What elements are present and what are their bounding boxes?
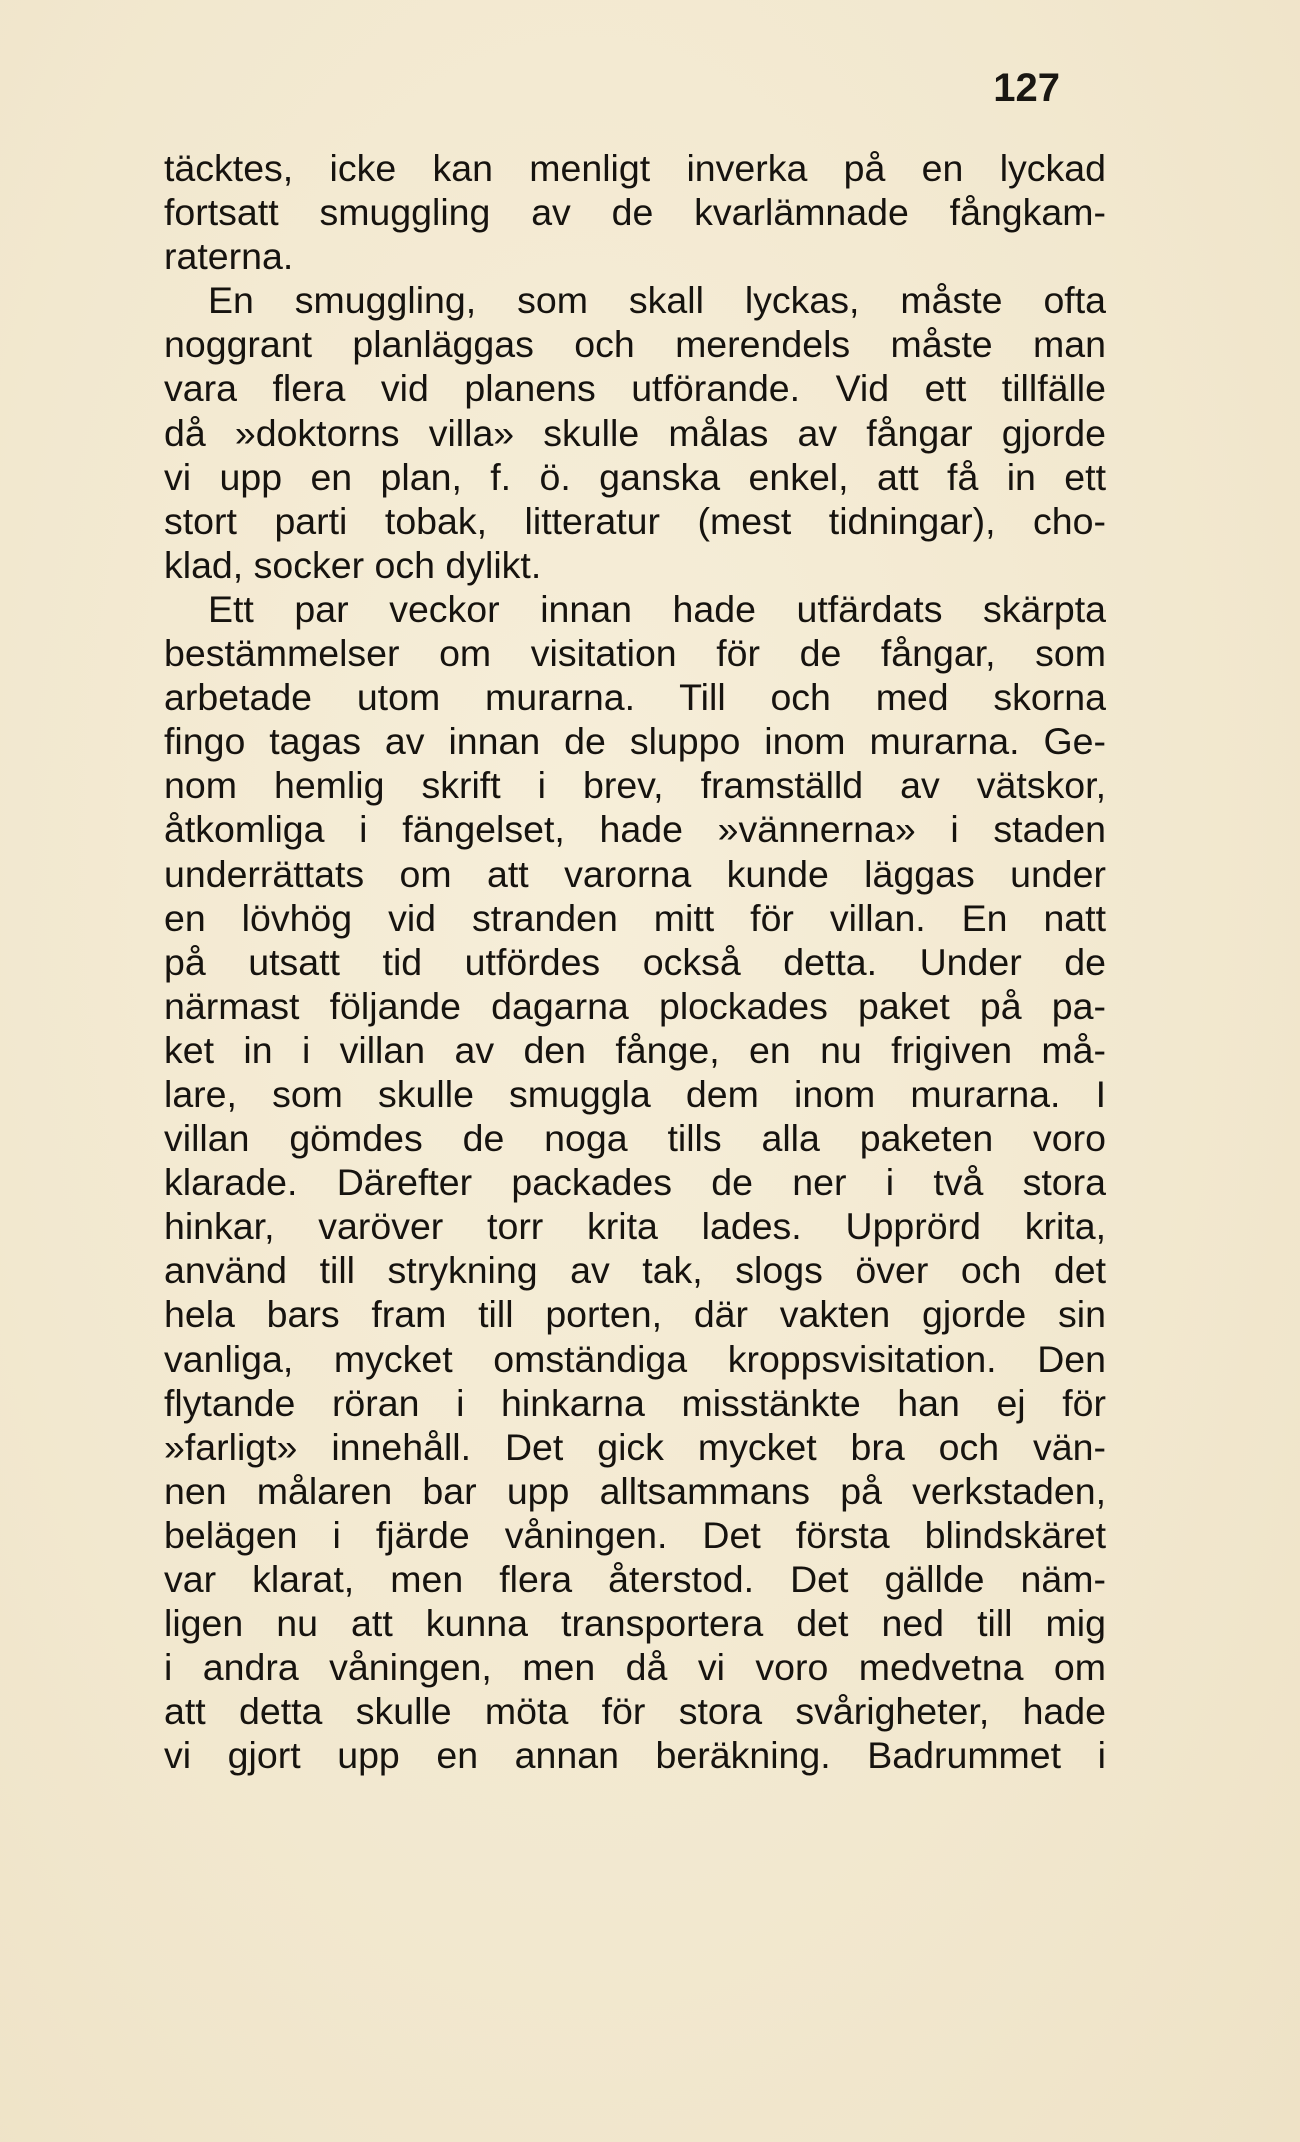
text-line: underrättats om att varorna kunde läggas under [164,852,1106,895]
text-line: då »doktorns villa» skulle målas av fångar gjorde [164,411,1106,454]
text-line: raterna. [164,235,294,278]
text-line: vi gjort upp en annan beräkning. Badrummet i [164,1734,1106,1777]
text-line: att detta skulle möta för stora svårigheter, hade [164,1690,1106,1733]
text-line: lare, som skulle smuggla dem inom murarna. I [164,1072,1106,1115]
text-line: åtkomliga i fängelset, hade »vännerna» i staden [164,808,1106,851]
text-line: bestämmelser om visitation för de fångar, som [164,632,1106,675]
text-line: hinkar, varöver torr krita lades. Upprörd krita, [164,1205,1106,1248]
text-line: vi upp en plan, f. ö. ganska enkel, att få in ett [164,455,1106,498]
text-line: flytande röran i hinkarna misstänkte han ej för [164,1381,1106,1424]
text-line: närmast följande dagarna plockades paket på pa- [164,984,1106,1027]
text-line: nen målaren bar upp alltsammans på verkstaden, [164,1469,1106,1512]
text-line: en lövhög vid stranden mitt för villan. En natt [164,896,1106,939]
text-line: stort parti tobak, litteratur (mest tidningar), cho- [164,499,1106,542]
text-line: var klarat, men flera återstod. Det gällde näm- [164,1558,1106,1600]
body-text [164,146,1106,1777]
text-line: vara flera vid planens utförande. Vid ett tillfälle [164,367,1106,410]
text-line: arbetade utom murarna. Till och med skorna [164,676,1106,719]
text-line: ket in i villan av den fånge, en nu frigiven må- [164,1028,1106,1071]
text-line: nom hemlig skrift i brev, framställd av vätskor, [164,764,1106,807]
text-line: fortsatt smuggling av de kvarlämnade fångkam- [164,191,1106,234]
text-line: ligen nu att kunna transportera det ned till mig [164,1602,1106,1645]
text-line: belägen i fjärde våningen. Det första blindskäret [164,1513,1106,1556]
text-line: »farligt» innehåll. Det gick mycket bra och vän- [164,1425,1106,1468]
text-line: En smuggling, som skall lyckas, måste ofta [208,279,1106,322]
page-number: 127 [993,66,1060,110]
text-line: klarade. Därefter packades de ner i två stora [164,1161,1106,1204]
text-line: använd till strykning av tak, slogs över och det [164,1249,1106,1292]
text-line: täcktes, icke kan menligt inverka på en lyckad [164,147,1106,189]
text-line: klad, socker och dylikt. [164,543,542,586]
text-line: Ett par veckor innan hade utfärdats skärpta [208,587,1106,630]
text-line: noggrant planläggas och merendels måste man [164,323,1106,366]
text-line: i andra våningen, men då vi voro medvetna om [164,1646,1106,1689]
text-line: hela bars fram till porten, där vakten gjorde sin [164,1293,1106,1336]
text-line: vanliga, mycket omständiga kroppsvisitation. Den [164,1337,1106,1380]
text-line: på utsatt tid utfördes också detta. Under de [164,940,1106,983]
text-line: fingo tagas av innan de sluppo inom murarna. Ge- [164,720,1106,763]
text-line: villan gömdes de noga tills alla paketen voro [164,1117,1106,1160]
